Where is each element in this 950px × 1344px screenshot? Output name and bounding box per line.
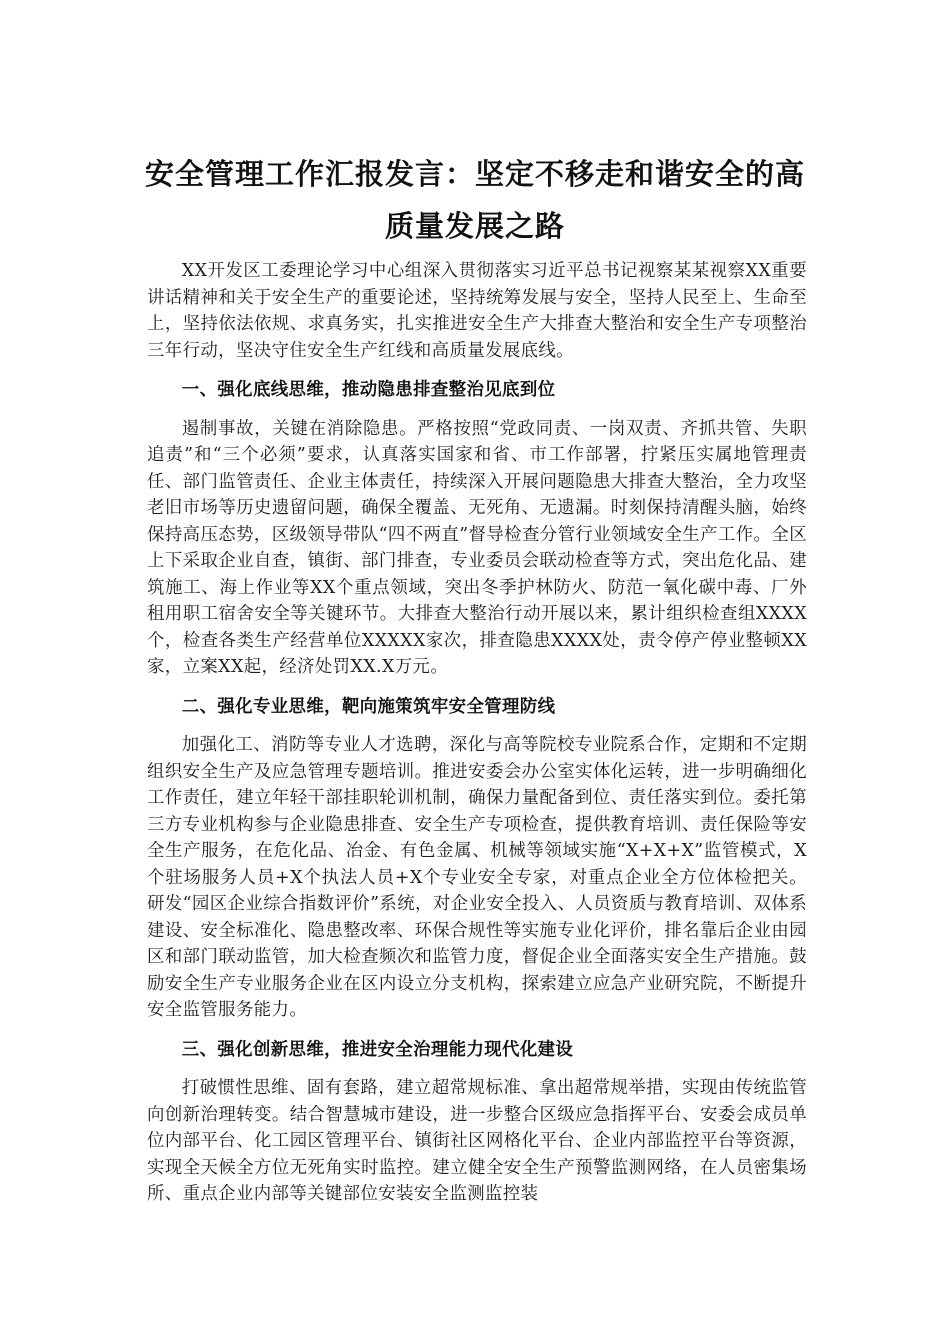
section-heading-3: 三、强化创新思维，推进安全治理能力现代化建设 xyxy=(181,1039,574,1060)
section-heading-2: 二、强化专业思维，靶向施策筑牢安全管理防线 xyxy=(181,696,556,717)
section-body-2: 加强化工、消防等专业人才选聘，深化与高等院校专业院系合作，定期和不定期组织安全生产及应急管理专题培训。推进安委会办公室实体化运转，进一步明确细化工作责任，建立年轻干部挂职轮训机制，确保力量配备到位、责任落实到位。委托第三方专业机构参与企业隐患排查、安全生产专项检查，提供教育培训、责任保险等安全生产服务，在危化品、冶金、有色金属、机械等领域实施“X+X+X”监管模式，X个驻场服务人员+X个执法人员+X个专业安全专家，对重点企业全方位体检把关。研发“园区企业综合指数评价”系统，对企业安全投入、人员资质与教育培训、双体系建设、安全标准化、隐患整改率、环保合规性等实施专业化评价，排名靠后企业由园区和部门联动监管，加大检查频次和监管力度，督促企业全面落实安全生产措施。鼓励安全生产专业服务企业在区内设立分支机构，探索建立应急产业研究院，不断提升安全监管服务能力。 xyxy=(147,735,807,1020)
section-body-3: 打破惯性思维、固有套路，建立超常规标准、拿出超常规举措，实现由传统监管向创新治理转变。结合智慧城市建设，进一步整合区级应急指挥平台、安委会成员单位内部平台、化工园区管理平台、镇街社区网格化平台、企业内部监控平台等资源，实现全天候全方位无死角实时监控。建立健全安全生产预警监测网络，在人员密集场所、重点企业内部等关键部位安装安全监测监控装 xyxy=(147,1078,807,1204)
document-body xyxy=(147,258,807,1221)
intro-paragraph: XX开发区工委理论学习中心组深入贯彻落实习近平总书记视察某某视察XX重要讲话精神和关于安全生产的重要论述，坚持统筹发展与安全，坚持人民至上、生命至上，坚持依法依规、求真务实，扎实推进安全生产大排查大整治和安全生产专项整治三年行动，坚决守住安全生产红线和高质量发展底线。 xyxy=(147,261,807,361)
document-title xyxy=(130,148,820,252)
section-body-1: 遏制事故，关键在消除隐患。严格按照“党政同责、一岗双责、齐抓共管、失职追责”和“三个必须”要求，认真落实国家和省、市工作部署，拧紧压实属地管理责任、部门监管责任、企业主体责任，持续深入开展问题隐患大排查大整治，全力攻坚老旧市场等历史遗留问题，确保全覆盖、无死角、无遗漏。时刻保持清醒头脑，始终保持高压态势，区级领导带队“四不两直”督导检查分管行业领域安全生产工作。全区上下采取企业自查，镇街、部门排查，专业委员会联动检查等方式，突出危化品、建筑施工、海上作业等XX个重点领域，突出冬季护林防火、防范一氧化碳中毒、厂外租用职工宿舍安全等关键环节。大排查大整治行动开展以来，累计组织检查组XXXX个，检查各类生产经营单位XXXXX家次，排查隐患XXXX处，责令停产停业整顿XX家，立案XX起，经济处罚XX.X万元。 xyxy=(147,418,807,677)
section-heading-1: 一、强化底线思维，推动隐患排查整治见底到位 xyxy=(181,380,556,400)
title-line-2: 质量发展之路 xyxy=(384,209,565,243)
title-line-1: 安全管理工作汇报发言：坚定不移走和谐安全的高 xyxy=(144,157,805,191)
